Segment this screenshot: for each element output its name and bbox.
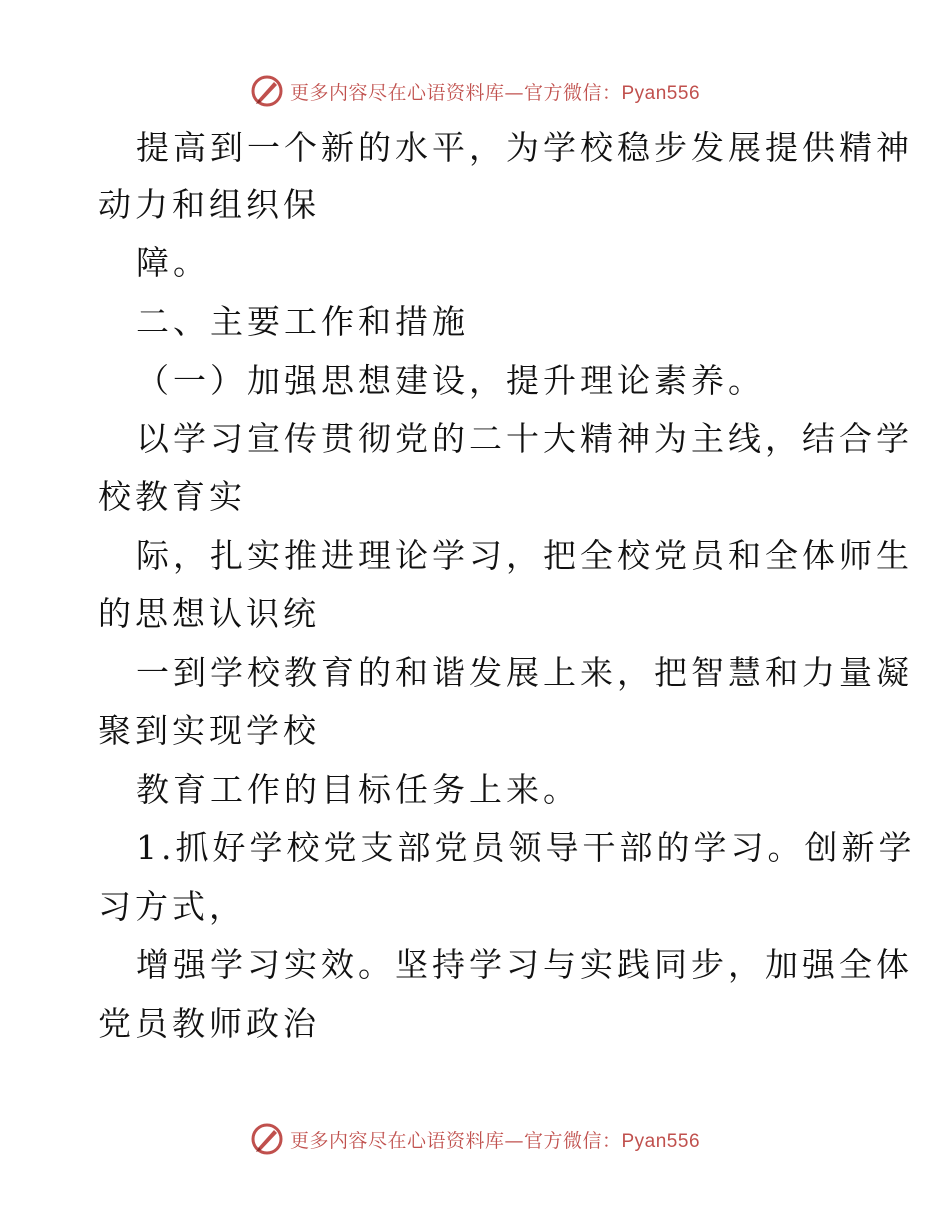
subsection-heading: （一）加强思想建设，提升理论素养。 [136, 361, 765, 400]
paragraph-line: 一到学校教育的和谐发展上来，把智慧和力量凝 [136, 653, 913, 692]
banner-text [290, 78, 700, 105]
paragraph-line: 习方式， [98, 887, 246, 926]
paragraph-line: 的思想认识统 [98, 594, 320, 633]
banner-main-text: 更多内容尽在心语资料库 [289, 1129, 505, 1152]
banner-separator: — [504, 81, 524, 104]
banner-text [290, 1126, 700, 1153]
paragraph-line: 校教育实 [98, 477, 246, 516]
paragraph-line: 增强学习实效。坚持学习与实践同步，加强全体 [136, 945, 913, 984]
banner-separator: — [504, 1129, 524, 1152]
banner-main-text: 更多内容尽在心语资料库 [289, 81, 505, 104]
quill-logo-icon [250, 1122, 284, 1156]
paragraph-line: 党员教师政治 [98, 1004, 320, 1043]
paragraph-line: 以学习宣传贯彻党的二十大精神为主线，结合学 [136, 419, 913, 458]
footer-banner [0, 1119, 950, 1159]
header-banner [0, 71, 950, 111]
quill-logo-icon [250, 74, 284, 108]
numbered-item: 1.抓好学校党支部党员领导干部的学习。创新学 [136, 828, 916, 867]
paragraph-line: 聚到实现学校 [98, 711, 320, 750]
paragraph-line: 动力和组织保 [98, 185, 320, 224]
paragraph-line: 提高到一个新的水平，为学校稳步发展提供精神 [136, 128, 913, 167]
banner-contact: 官方微信：Pyan556 [524, 1130, 701, 1152]
paragraph-line: 际，扎实推进理论学习，把全校党员和全体师生 [136, 536, 913, 575]
banner-contact: 官方微信：Pyan556 [524, 82, 701, 104]
paragraph-line: 教育工作的目标任务上来。 [136, 770, 580, 809]
section-heading: 二、主要工作和措施 [136, 302, 469, 341]
paragraph-line: 障。 [136, 243, 210, 282]
